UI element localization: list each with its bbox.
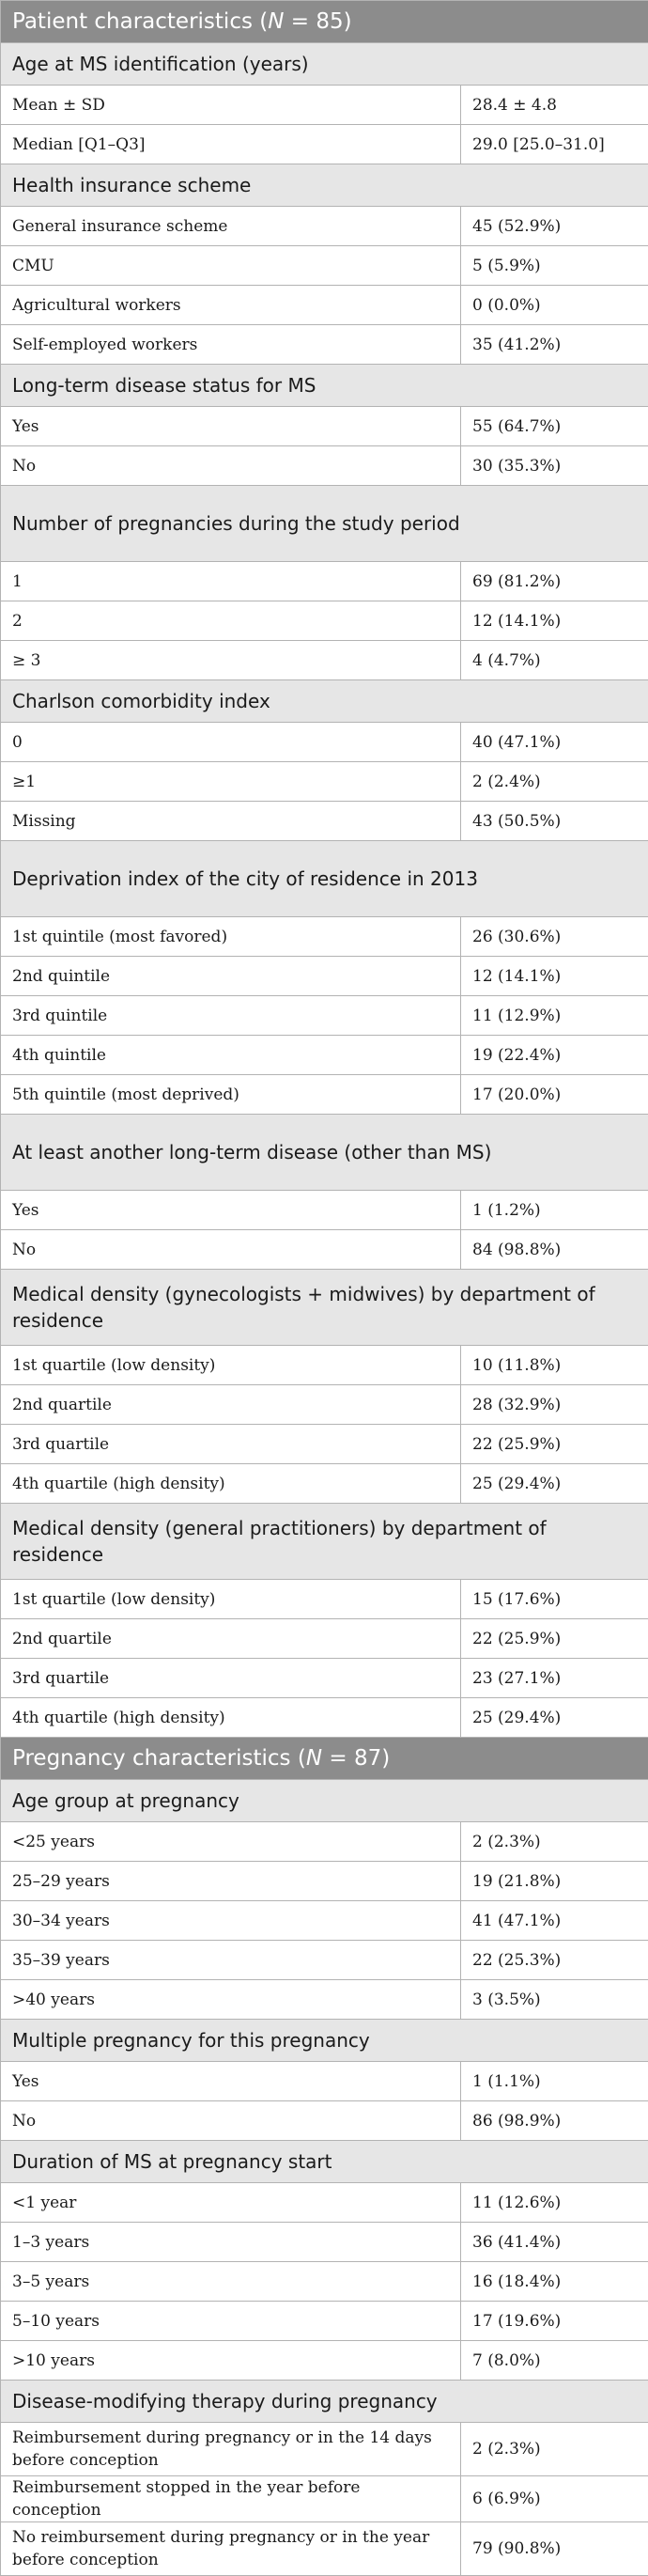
row-value: 5 (5.9%) [461, 246, 648, 286]
row-value: 28.4 ± 4.8 [461, 86, 648, 125]
group-label: Medical density (gynecologists + midwives) by department of residence [1, 1270, 648, 1346]
table-row [1, 125, 648, 164]
table-row [1, 1385, 648, 1425]
table-row [1, 207, 648, 246]
group-label: Medical density (general practitioners) by department of residence [1, 1504, 648, 1580]
row-label: 4th quintile [1, 1036, 461, 1075]
row-label: 1st quartile (low density) [1, 1580, 461, 1619]
row-label: 30–34 years [1, 1901, 461, 1941]
row-value: 23 (27.1%) [461, 1659, 648, 1698]
table-row [1, 1619, 648, 1659]
row-value: 17 (19.6%) [461, 2302, 648, 2341]
row-value: 6 (6.9%) [461, 2476, 648, 2522]
row-label: General insurance scheme [1, 207, 461, 246]
table-row [1, 2062, 648, 2101]
pregnancy-section-title [1, 1738, 648, 1780]
group-header [1, 2141, 648, 2183]
row-value: 22 (25.9%) [461, 1619, 648, 1659]
row-value: 41 (47.1%) [461, 1901, 648, 1941]
row-label: CMU [1, 246, 461, 286]
row-label: ≥ 3 [1, 641, 461, 680]
group-label: Long-term disease status for MS [1, 365, 648, 407]
group-header [1, 164, 648, 207]
table-row [1, 2302, 648, 2341]
row-value: 45 (52.9%) [461, 207, 648, 246]
group-label: At least another long-term disease (other than MS) [1, 1115, 648, 1191]
row-value: 3 (3.5%) [461, 1980, 648, 2020]
row-label: 3rd quartile [1, 1659, 461, 1698]
row-label: No [1, 1230, 461, 1270]
row-value: 55 (64.7%) [461, 407, 648, 446]
row-label: <25 years [1, 1822, 461, 1862]
table-row [1, 2476, 648, 2522]
patient-section-title [1, 1, 648, 43]
row-label: 2nd quartile [1, 1385, 461, 1425]
row-label: Reimbursement during pregnancy or in the 14 days before conception [1, 2423, 461, 2476]
row-value: 28 (32.9%) [461, 1385, 648, 1425]
row-value: 30 (35.3%) [461, 446, 648, 486]
pregnancy-section-header [1, 1738, 648, 1780]
row-value: 79 (90.8%) [461, 2522, 648, 2576]
row-value: 1 (1.2%) [461, 1191, 648, 1230]
row-value: 0 (0.0%) [461, 286, 648, 325]
row-label: Yes [1, 407, 461, 446]
row-value: 16 (18.4%) [461, 2262, 648, 2302]
table-row [1, 1862, 648, 1901]
row-label: 35–39 years [1, 1941, 461, 1980]
group-header [1, 43, 648, 86]
row-label: ≥1 [1, 762, 461, 802]
table-row [1, 1346, 648, 1385]
table-row [1, 1659, 648, 1698]
row-label: Reimbursement stopped in the year before conception [1, 2476, 461, 2522]
row-value: 17 (20.0%) [461, 1075, 648, 1115]
row-value: 36 (41.4%) [461, 2223, 648, 2262]
row-value: 2 (2.4%) [461, 762, 648, 802]
row-label: No [1, 446, 461, 486]
group-header [1, 2020, 648, 2062]
group-header [1, 1115, 648, 1191]
table-row [1, 723, 648, 762]
table-row [1, 2101, 648, 2141]
section-title-n: N [306, 1746, 322, 1771]
group-label: Age at MS identification (years) [1, 43, 648, 86]
group-header [1, 680, 648, 723]
group-header [1, 486, 648, 562]
row-value: 43 (50.5%) [461, 802, 648, 841]
group-header [1, 1504, 648, 1580]
row-label: 1 [1, 562, 461, 601]
table-row [1, 1191, 648, 1230]
table-row [1, 246, 648, 286]
table-row [1, 562, 648, 601]
row-value: 7 (8.0%) [461, 2341, 648, 2381]
row-label: 1st quintile (most favored) [1, 917, 461, 957]
row-label: Self-employed workers [1, 325, 461, 365]
row-label: 1st quartile (low density) [1, 1346, 461, 1385]
section-title-prefix: Patient characteristics ( [12, 9, 268, 34]
table-row [1, 2341, 648, 2381]
row-label: 2 [1, 601, 461, 641]
row-label: 25–29 years [1, 1862, 461, 1901]
row-value: 12 (14.1%) [461, 601, 648, 641]
row-label: No [1, 2101, 461, 2141]
table-row [1, 1425, 648, 1464]
row-label: Median [Q1–Q3] [1, 125, 461, 164]
table-row [1, 86, 648, 125]
table-row [1, 2223, 648, 2262]
patient-section-header [1, 1, 648, 43]
section-title-suffix: = 87) [322, 1746, 390, 1771]
row-value: 10 (11.8%) [461, 1346, 648, 1385]
row-value: 84 (98.8%) [461, 1230, 648, 1270]
table-row [1, 762, 648, 802]
row-label: 3rd quintile [1, 996, 461, 1036]
row-value: 69 (81.2%) [461, 562, 648, 601]
table-row [1, 2423, 648, 2476]
row-value: 86 (98.9%) [461, 2101, 648, 2141]
table-row [1, 325, 648, 365]
row-value: 11 (12.6%) [461, 2183, 648, 2223]
section-title-prefix: Pregnancy characteristics ( [12, 1746, 306, 1771]
row-label: 3rd quartile [1, 1425, 461, 1464]
row-value: 26 (30.6%) [461, 917, 648, 957]
table-row [1, 1075, 648, 1115]
row-label: 0 [1, 723, 461, 762]
row-value: 15 (17.6%) [461, 1580, 648, 1619]
group-label: Age group at pregnancy [1, 1780, 648, 1822]
row-value: 11 (12.9%) [461, 996, 648, 1036]
row-label: Yes [1, 1191, 461, 1230]
table-row [1, 1580, 648, 1619]
row-value: 22 (25.3%) [461, 1941, 648, 1980]
table-row [1, 1036, 648, 1075]
section-title-n: N [268, 9, 284, 34]
table-row [1, 286, 648, 325]
table-row [1, 1230, 648, 1270]
row-label: No reimbursement during pregnancy or in the year before conception [1, 2522, 461, 2576]
group-label: Multiple pregnancy for this pregnancy [1, 2020, 648, 2062]
row-label: Mean ± SD [1, 86, 461, 125]
row-label: 5–10 years [1, 2302, 461, 2341]
table-row [1, 957, 648, 996]
table-row [1, 2262, 648, 2302]
group-header [1, 1270, 648, 1346]
row-value: 4 (4.7%) [461, 641, 648, 680]
group-label: Duration of MS at pregnancy start [1, 2141, 648, 2183]
table-row [1, 1941, 648, 1980]
row-label: >40 years [1, 1980, 461, 2020]
row-label: Yes [1, 2062, 461, 2101]
row-value: 19 (21.8%) [461, 1862, 648, 1901]
row-value: 19 (22.4%) [461, 1036, 648, 1075]
table-row [1, 1980, 648, 2020]
group-label: Deprivation index of the city of residence in 2013 [1, 841, 648, 917]
group-header [1, 365, 648, 407]
section-title-suffix: = 85) [284, 9, 351, 34]
table-row [1, 996, 648, 1036]
table-row [1, 802, 648, 841]
group-label: Charlson comorbidity index [1, 680, 648, 723]
row-label: 2nd quartile [1, 1619, 461, 1659]
row-label: 3–5 years [1, 2262, 461, 2302]
table-row [1, 1464, 648, 1504]
group-label: Disease-modifying therapy during pregnancy [1, 2381, 648, 2423]
table-row [1, 2522, 648, 2576]
row-label: 1–3 years [1, 2223, 461, 2262]
table-row [1, 1698, 648, 1738]
row-label: 5th quintile (most deprived) [1, 1075, 461, 1115]
row-label: 4th quartile (high density) [1, 1698, 461, 1738]
group-label: Number of pregnancies during the study period [1, 486, 648, 562]
row-label: 4th quartile (high density) [1, 1464, 461, 1504]
row-label: Missing [1, 802, 461, 841]
row-value: 22 (25.9%) [461, 1425, 648, 1464]
table-row [1, 601, 648, 641]
row-label: >10 years [1, 2341, 461, 2381]
table-row [1, 641, 648, 680]
table-row [1, 1901, 648, 1941]
row-value: 25 (29.4%) [461, 1698, 648, 1738]
table-row [1, 1822, 648, 1862]
row-value: 1 (1.1%) [461, 2062, 648, 2101]
row-value: 35 (41.2%) [461, 325, 648, 365]
group-header [1, 1780, 648, 1822]
row-label: Agricultural workers [1, 286, 461, 325]
group-header [1, 2381, 648, 2423]
group-header [1, 841, 648, 917]
row-value: 12 (14.1%) [461, 957, 648, 996]
row-value: 2 (2.3%) [461, 1822, 648, 1862]
table-row [1, 2183, 648, 2223]
row-value: 29.0 [25.0–31.0] [461, 125, 648, 164]
row-value: 25 (29.4%) [461, 1464, 648, 1504]
table-row [1, 407, 648, 446]
row-label: <1 year [1, 2183, 461, 2223]
table-row [1, 917, 648, 957]
row-label: 2nd quintile [1, 957, 461, 996]
row-value: 2 (2.3%) [461, 2423, 648, 2476]
group-label: Health insurance scheme [1, 164, 648, 207]
table-row [1, 446, 648, 486]
row-value: 40 (47.1%) [461, 723, 648, 762]
